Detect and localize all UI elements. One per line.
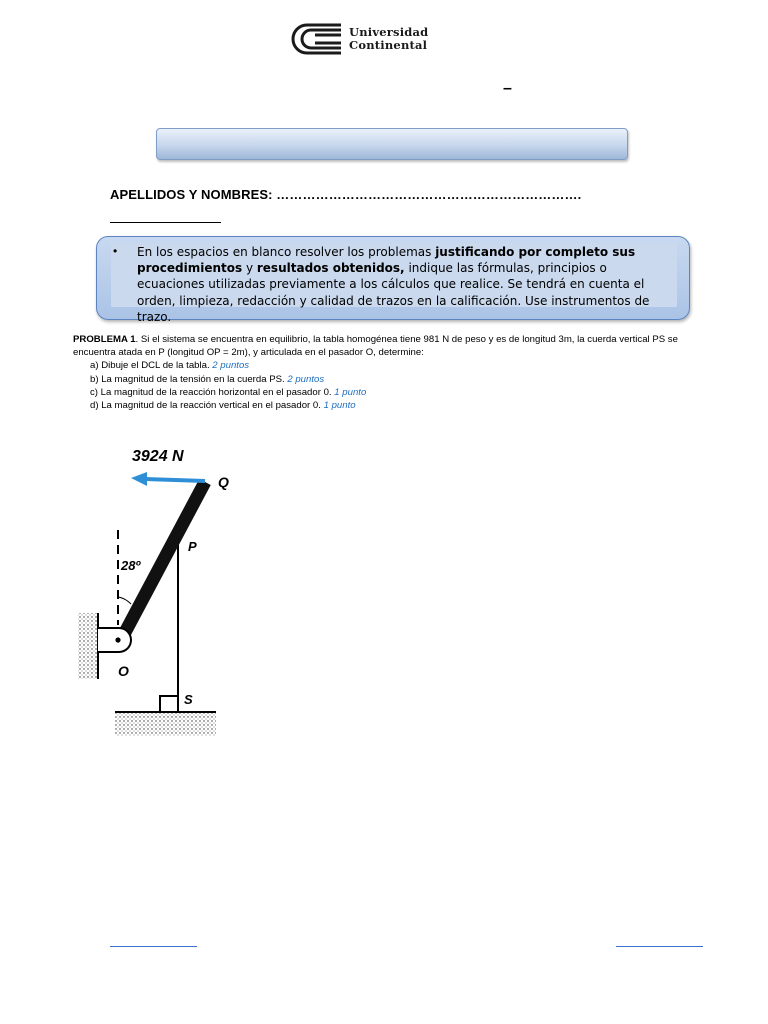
instructions-part-1: En los espacios en blanco resolver los problemas xyxy=(137,245,436,259)
force-arrow-head xyxy=(131,472,147,486)
anchor-block xyxy=(160,696,178,712)
logo-line-1: Universidad xyxy=(349,25,429,39)
mechanics-figure xyxy=(75,440,245,745)
title-banner xyxy=(156,128,628,160)
logo-text xyxy=(349,26,428,52)
continental-emblem-icon xyxy=(287,22,345,56)
problem-item-c xyxy=(73,386,713,399)
item-points: 2 puntos xyxy=(287,373,325,385)
label-q: Q xyxy=(218,474,229,490)
figure-svg xyxy=(75,440,245,745)
pin-bracket xyxy=(98,628,131,652)
bullet-icon: • xyxy=(113,244,118,258)
item-points: 1 punto xyxy=(334,386,367,398)
item-text: a) Dibuje el DCL de la tabla. xyxy=(90,360,213,372)
footer-link-right[interactable] xyxy=(616,946,703,947)
label-o: O xyxy=(118,663,129,679)
angle-label: 28º xyxy=(121,558,141,573)
name-field-label: APELLIDOS Y NOMBRES: ……………………………………………………………. xyxy=(110,187,582,202)
instructions-part-3: indique las fórmulas, principios o ecuaciones utilizadas previamente a los cálculos que realice. Se tendrá en cuenta el orden, limpieza, redacción y calidad de trazos en la calificación. Use instrumentos de trazo. xyxy=(137,261,650,324)
problem-text: . Si el sistema se encuentra en equilibrio, la tabla homogénea tiene 981 N de peso y es de longitud 3m, la cuerda vertical PS se encuentra atada en P (longitud OP = 2m), y articulada en el pasador O, determine: xyxy=(73,334,678,359)
answer-underline xyxy=(110,222,221,223)
university-logo xyxy=(287,22,437,58)
item-text: d) La magnitud de la reacción vertical en el pasador 0. xyxy=(90,400,324,412)
instructions-text xyxy=(137,244,677,325)
force-label: 3924 N xyxy=(132,448,184,465)
angle-arc xyxy=(118,597,131,604)
problem-label: PROBLEMA 1 xyxy=(73,334,136,345)
item-text: c) La magnitud de la reacción horizontal en el pasador 0. xyxy=(90,386,335,398)
force-arrow-shaft xyxy=(145,479,205,481)
label-s: S xyxy=(184,692,193,707)
header-dash: – xyxy=(503,80,512,97)
problem-item-b xyxy=(73,373,713,386)
item-text: b) La magnitud de la tensión en la cuerda PS. xyxy=(90,373,288,385)
item-points: 2 puntos xyxy=(212,360,250,372)
instructions-bold-2: resultados obtenidos, xyxy=(256,261,405,276)
footer-link-left[interactable] xyxy=(110,946,197,947)
item-points: 1 punto xyxy=(323,400,356,412)
pin-o xyxy=(115,637,120,642)
problem-item-d xyxy=(73,399,713,412)
problem-1 xyxy=(73,333,713,412)
problem-item-a xyxy=(73,359,713,372)
problem-statement xyxy=(73,333,713,359)
ground-hatch xyxy=(115,712,216,736)
logo-line-2: Continental xyxy=(349,38,428,52)
instructions-part-2: y xyxy=(242,261,257,276)
instructions-bold-1: justificando por completo sus procedimientos xyxy=(137,245,636,276)
label-p: P xyxy=(188,539,197,554)
wall-hatch xyxy=(78,613,98,679)
